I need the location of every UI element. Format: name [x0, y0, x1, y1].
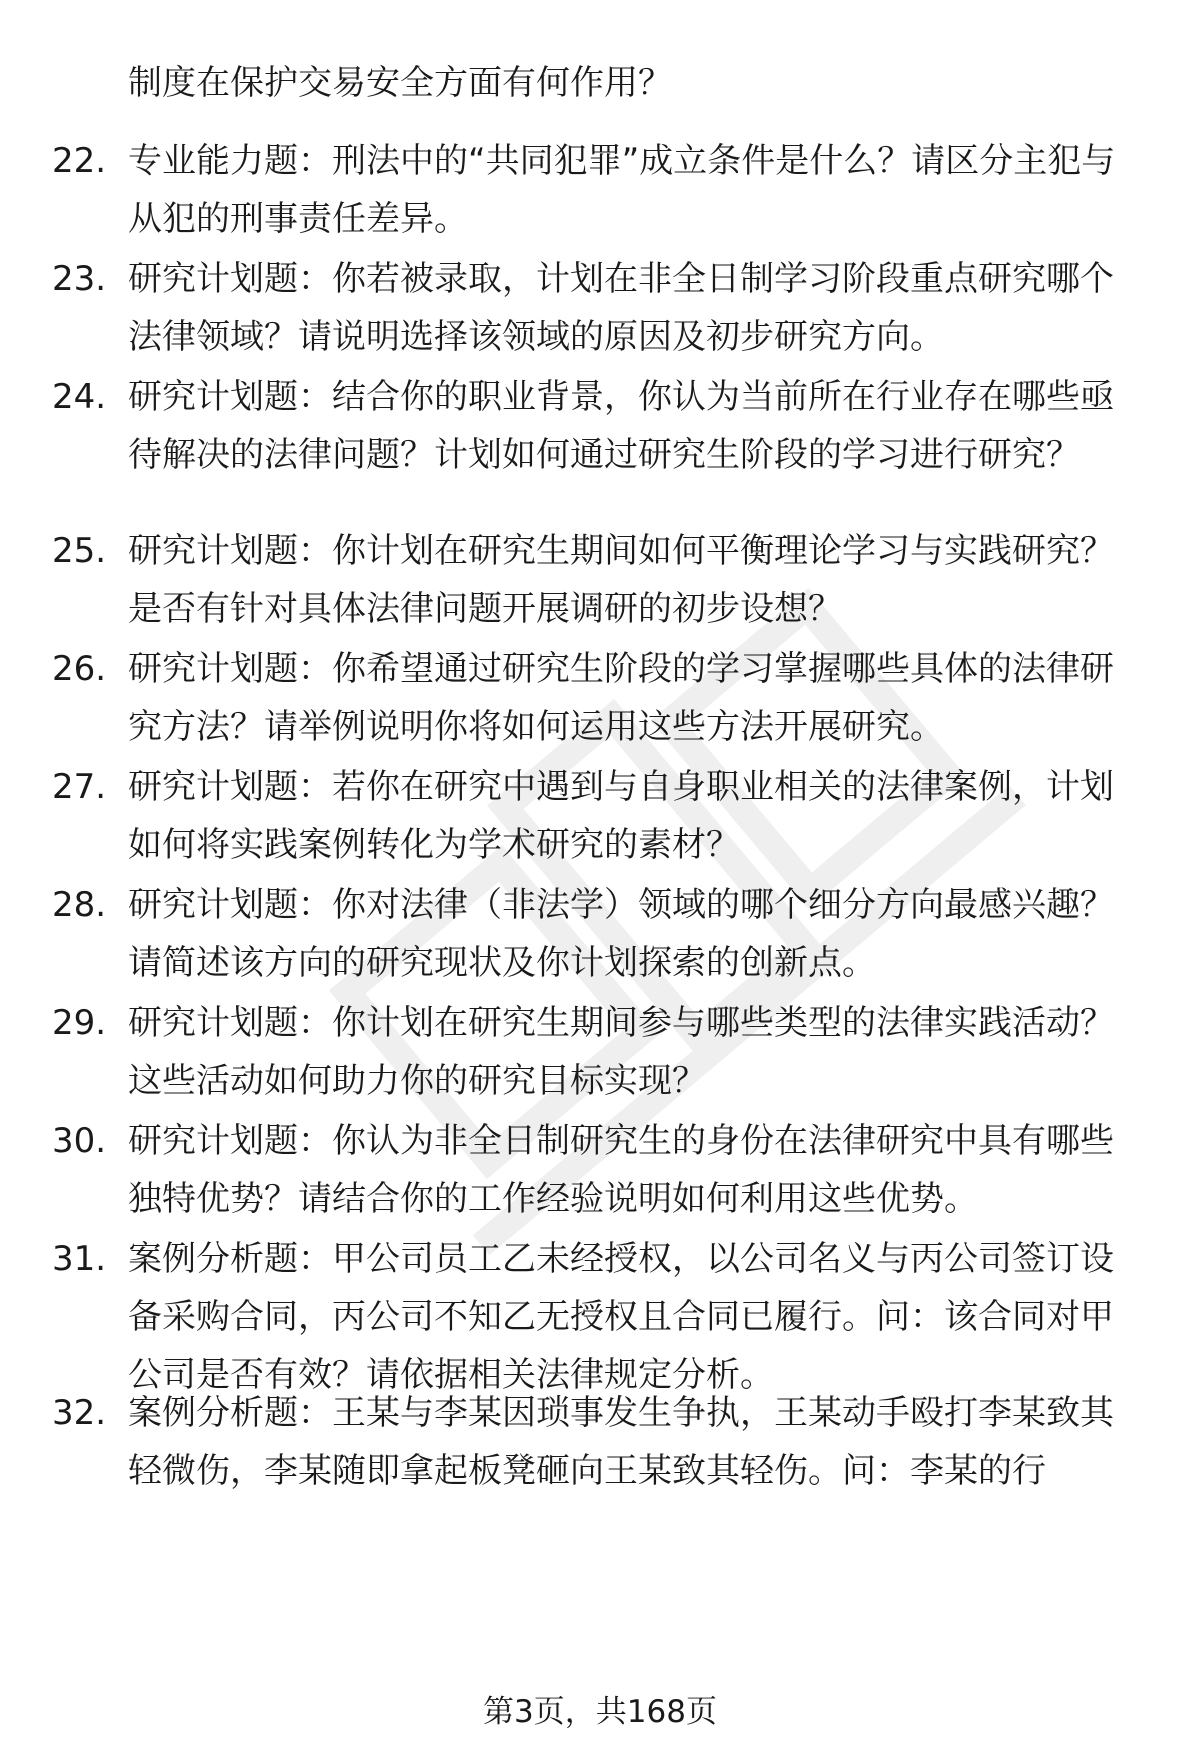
question-text: 研究计划题：你计划在研究生期间参与哪些类型的法律实践活动？这些活动如何助力你的研究目标实现？ [128, 1003, 1114, 1101]
question-number: 24. [52, 377, 107, 417]
question-number: 25. [52, 531, 107, 571]
question-number: 27. [52, 767, 107, 807]
question-text: 研究计划题：若你在研究中遇到与自身职业相关的法律案例，计划如何将实践案例转化为学术研究的素材？ [128, 767, 1114, 865]
question-number: 29. [52, 1003, 107, 1043]
question-text: 案例分析题：甲公司员工乙未经授权，以公司名义与丙公司签订设备采购合同，丙公司不知乙无授权且合同已履行。问：该合同对甲公司是否有效？请依据相关法律规定分析。 [128, 1239, 1114, 1395]
question-text: 研究计划题：你希望通过研究生阶段的学习掌握哪些具体的法律研究方法？请举例说明你将如何运用这些方法开展研究。 [128, 649, 1114, 747]
question-text: 研究计划题：结合你的职业背景，你认为当前所在行业存在哪些亟待解决的法律问题？计划如何通过研究生阶段的学习进行研究？ [128, 377, 1114, 475]
question-number: 22. [52, 141, 107, 181]
question-number: 30. [52, 1121, 107, 1161]
continuation-text: 制度在保护交易安全方面有何作用？ [128, 63, 672, 103]
question-text: 研究计划题：你计划在研究生期间如何平衡理论学习与实践研究？是否有针对具体法律问题开展调研的初步设想？ [128, 531, 1114, 629]
question-text: 研究计划题：你对法律（非法学）领域的哪个细分方向最感兴趣？请简述该方向的研究现状及你计划探索的创新点。 [128, 885, 1114, 983]
question-number: 28. [52, 885, 107, 925]
question-number: 23. [52, 259, 107, 299]
question-number: 31. [52, 1239, 107, 1279]
question-text: 专业能力题：刑法中的“共同犯罪”成立条件是什么？请区分主犯与从犯的刑事责任差异。 [128, 141, 1116, 239]
page-footer: 第3页，共168页 [483, 1694, 717, 1730]
question-number: 26. [52, 649, 107, 689]
question-text: 研究计划题：你若被录取，计划在非全日制学习阶段重点研究哪个法律领域？请说明选择该领域的原因及初步研究方向。 [128, 259, 1114, 357]
question-number: 32. [52, 1393, 107, 1433]
question-text: 案例分析题：王某与李某因琐事发生争执，王某动手殴打李某致其轻微伤，李某随即拿起板凳砸向王某致其轻伤。问：李某的行 [128, 1393, 1114, 1491]
question-text: 研究计划题：你认为非全日制研究生的身份在法律研究中具有哪些独特优势？请结合你的工作经验说明如何利用这些优势。 [128, 1121, 1114, 1219]
